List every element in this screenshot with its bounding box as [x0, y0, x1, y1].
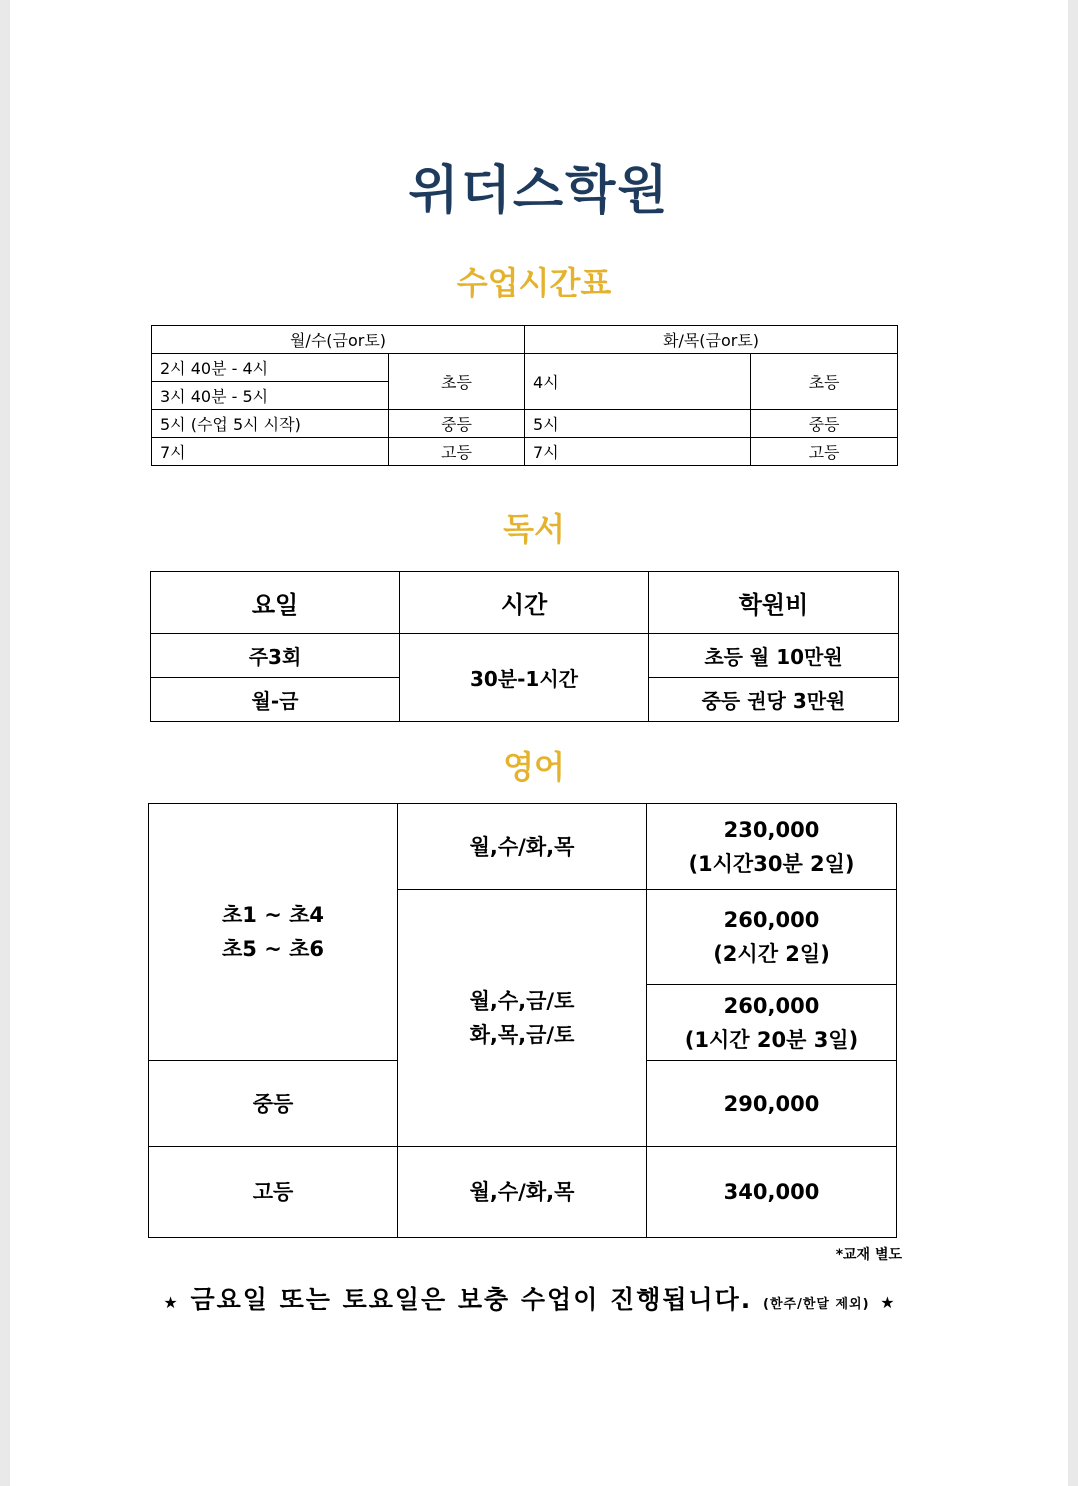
fee-amount: 230,000 [723, 817, 820, 842]
reading-heading: 독서 [503, 510, 565, 548]
schedule-left-level: 초등 [389, 354, 525, 410]
reading-table [150, 571, 899, 722]
document-page [10, 0, 1068, 1486]
schedule-left-level: 고등 [389, 438, 525, 466]
fee-detail: (1시간 20분 3일) [684, 1027, 859, 1052]
schedule-right-level: 고등 [751, 438, 898, 466]
schedule-right-level: 중등 [751, 410, 898, 438]
reading-time: 30분-1시간 [400, 634, 649, 722]
textbook-note: *교재 별도 [835, 1247, 902, 1263]
fee-detail: (2시간 2일) [713, 942, 830, 966]
fee-amount: 260,000 [723, 908, 820, 932]
academy-title: 위더스학원 [408, 161, 670, 221]
reading-header-fee: 학원비 [649, 572, 899, 634]
reading-day: 주3회 [151, 634, 400, 678]
schedule-right-time: 7시 [525, 438, 751, 466]
english-days-line: 화,목,금/토 [469, 1023, 575, 1047]
schedule-left-level: 중등 [389, 410, 525, 438]
schedule-col-left: 월/수(금or토) [152, 326, 525, 354]
english-fee: 290,000 [647, 1061, 897, 1147]
english-days: 월,수/화,목 [398, 804, 647, 890]
english-fee: 340,000 [647, 1147, 897, 1238]
english-middle-level: 중등 [149, 1061, 398, 1147]
reading-header-time: 시간 [400, 572, 649, 634]
english-heading: 영어 [503, 748, 565, 786]
english-days-line: 월,수,금/토 [469, 989, 575, 1013]
schedule-heading: 수업시간표 [456, 264, 612, 302]
fee-detail: (1시간30분 2일) [688, 851, 855, 876]
schedule-table [151, 325, 898, 466]
schedule-left-time: 7시 [152, 438, 389, 466]
notice-text: 금요일 또는 토요일은 보충 수업이 진행됩니다. [190, 1285, 753, 1314]
schedule-col-right: 화/목(금or토) [525, 326, 898, 354]
reading-header-day: 요일 [151, 572, 400, 634]
notice [10, 1280, 1050, 1316]
reading-day: 월-금 [151, 678, 400, 722]
schedule-left-time: 2시 40분 - 4시 [152, 354, 389, 382]
schedule-left-time: 5시 (수업 5시 시작) [152, 410, 389, 438]
schedule-right-time: 4시 [525, 354, 751, 410]
star-icon: ★ [880, 1293, 897, 1312]
schedule-right-level: 초등 [751, 354, 898, 410]
english-fee [647, 985, 897, 1061]
english-days: 월,수/화,목 [398, 1147, 647, 1238]
english-fee [647, 804, 897, 890]
reading-fee: 초등 월 10만원 [649, 634, 899, 678]
english-fee [647, 890, 897, 985]
english-table [148, 803, 897, 1238]
english-elem-line: 초1 ~ 초4 [221, 903, 324, 927]
english-elem-line: 초5 ~ 초6 [221, 937, 324, 961]
fee-amount: 260,000 [723, 993, 820, 1018]
reading-fee: 중등 권당 3만원 [649, 678, 899, 722]
english-high-level: 고등 [149, 1147, 398, 1238]
star-icon: ★ [163, 1293, 180, 1312]
english-elem-level [149, 804, 398, 1061]
notice-small: (한주/한달 제외) [763, 1297, 870, 1312]
schedule-left-time: 3시 40분 - 5시 [152, 382, 389, 410]
schedule-right-time: 5시 [525, 410, 751, 438]
english-days [398, 890, 647, 1147]
